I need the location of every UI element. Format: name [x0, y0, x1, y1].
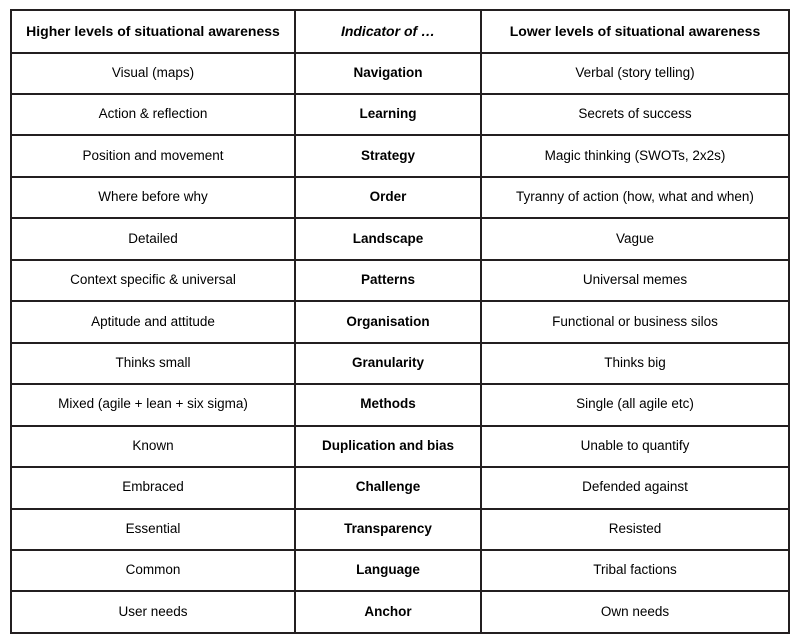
table-row: [11, 260, 789, 301]
cell-indicator: Landscape: [295, 218, 481, 259]
cell-lower-levels: Defended against: [481, 467, 789, 508]
cell-indicator: Organisation: [295, 301, 481, 342]
cell-higher-levels: Visual (maps): [11, 53, 295, 94]
cell-higher-levels: Essential: [11, 509, 295, 550]
cell-higher-levels: Position and movement: [11, 135, 295, 176]
cell-higher-levels: Context specific & universal: [11, 260, 295, 301]
cell-lower-levels: Own needs: [481, 591, 789, 633]
cell-indicator: Duplication and bias: [295, 426, 481, 467]
table-row: [11, 343, 789, 384]
cell-indicator: Strategy: [295, 135, 481, 176]
situational-awareness-table-container: [10, 9, 788, 634]
header-lower-levels: Lower levels of situational awareness: [481, 10, 789, 53]
cell-indicator: Granularity: [295, 343, 481, 384]
cell-indicator: Transparency: [295, 509, 481, 550]
cell-lower-levels: Functional or business silos: [481, 301, 789, 342]
cell-indicator: Navigation: [295, 53, 481, 94]
cell-higher-levels: Where before why: [11, 177, 295, 218]
cell-lower-levels: Magic thinking (SWOTs, 2x2s): [481, 135, 789, 176]
cell-lower-levels: Thinks big: [481, 343, 789, 384]
cell-higher-levels: Known: [11, 426, 295, 467]
cell-indicator: Language: [295, 550, 481, 591]
cell-higher-levels: Action & reflection: [11, 94, 295, 135]
cell-indicator: Learning: [295, 94, 481, 135]
cell-lower-levels: Universal memes: [481, 260, 789, 301]
cell-lower-levels: Single (all agile etc): [481, 384, 789, 425]
cell-higher-levels: Thinks small: [11, 343, 295, 384]
table-row: [11, 218, 789, 259]
cell-lower-levels: Tyranny of action (how, what and when): [481, 177, 789, 218]
table-row: [11, 53, 789, 94]
table-row: [11, 509, 789, 550]
cell-higher-levels: Common: [11, 550, 295, 591]
cell-lower-levels: Resisted: [481, 509, 789, 550]
cell-higher-levels: Aptitude and attitude: [11, 301, 295, 342]
header-higher-levels: Higher levels of situational awareness: [11, 10, 295, 53]
cell-higher-levels: User needs: [11, 591, 295, 633]
table-row: [11, 177, 789, 218]
table-row: [11, 426, 789, 467]
table-row: [11, 384, 789, 425]
table-body: [11, 10, 789, 633]
cell-indicator: Patterns: [295, 260, 481, 301]
table-row: [11, 301, 789, 342]
table-row: [11, 467, 789, 508]
table-header-row: [11, 10, 789, 53]
table-row: [11, 591, 789, 633]
cell-higher-levels: Detailed: [11, 218, 295, 259]
cell-higher-levels: Mixed (agile + lean + six sigma): [11, 384, 295, 425]
cell-higher-levels: Embraced: [11, 467, 295, 508]
cell-lower-levels: Tribal factions: [481, 550, 789, 591]
table-row: [11, 550, 789, 591]
situational-awareness-table: [10, 9, 790, 634]
table-row: [11, 135, 789, 176]
cell-lower-levels: Vague: [481, 218, 789, 259]
cell-lower-levels: Unable to quantify: [481, 426, 789, 467]
cell-indicator: Anchor: [295, 591, 481, 633]
cell-lower-levels: Secrets of success: [481, 94, 789, 135]
header-indicator-of: Indicator of …: [295, 10, 481, 53]
table-row: [11, 94, 789, 135]
cell-indicator: Methods: [295, 384, 481, 425]
cell-lower-levels: Verbal (story telling): [481, 53, 789, 94]
cell-indicator: Challenge: [295, 467, 481, 508]
cell-indicator: Order: [295, 177, 481, 218]
